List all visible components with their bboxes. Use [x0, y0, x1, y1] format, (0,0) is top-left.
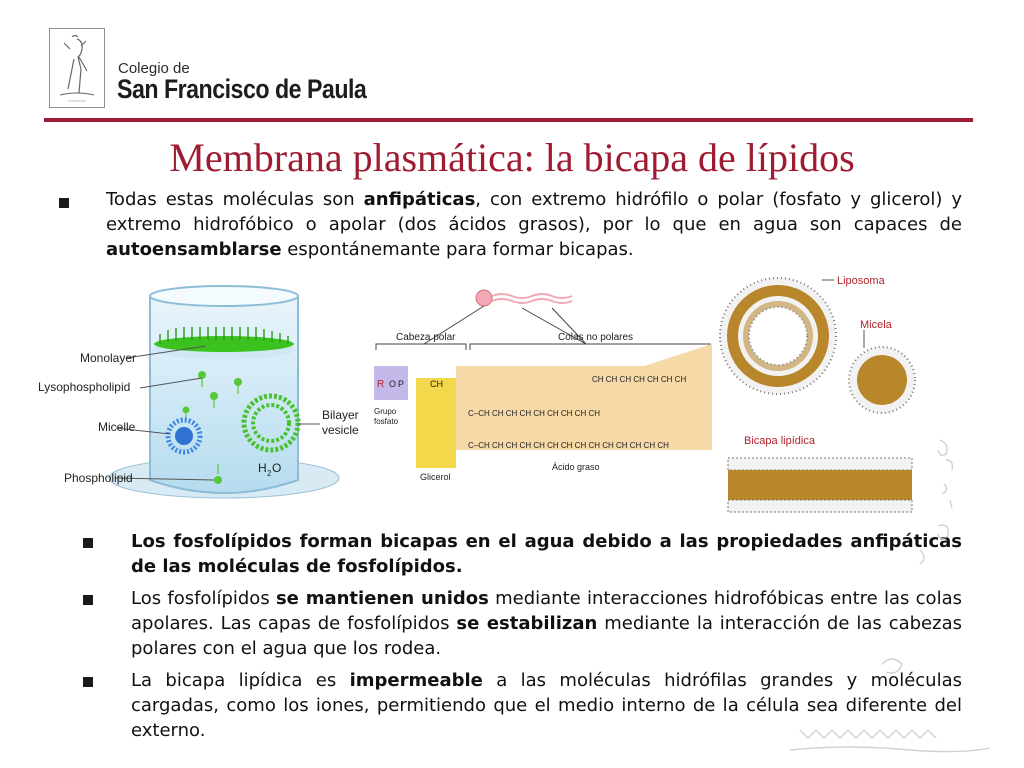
body-text: Todas estas moléculas son — [106, 189, 364, 210]
slide-title: Membrana plasmática: la bicapa de lípidos — [169, 135, 855, 180]
emphasis-text: Los fosfolípidos forman bicapas en el agua debido a las propiedades anfipáticas de las moléculas de fosfolípidos. — [131, 531, 962, 577]
liposome-icon — [720, 278, 836, 394]
label-water-h: H — [258, 461, 267, 475]
head-ch-label: CH — [430, 379, 443, 389]
bullet-paragraph — [106, 187, 962, 262]
label-bilayer: Bilayer — [322, 408, 359, 422]
bullet-square-icon — [83, 538, 93, 548]
label-water-o: O — [272, 461, 282, 475]
label-monolayer: Monolayer — [80, 351, 137, 365]
bullet-square-icon — [59, 198, 69, 208]
label-grupo: Grupo — [374, 407, 397, 416]
label-liposoma: Liposoma — [837, 275, 885, 287]
svg-text:~~~~~~: ~~~~~~ — [68, 99, 86, 105]
body-text: Los fosfolípidos — [131, 588, 276, 609]
label-vesicle: vesicle — [322, 423, 359, 437]
emphasis-text: autoensamblarse — [106, 239, 282, 260]
label-acido-graso: Ácido graso — [552, 462, 600, 472]
tail-formula-mid: C–CH CH CH CH CH CH CH CH CH — [468, 409, 600, 418]
head-p-label: P — [398, 379, 405, 389]
micelle-icon — [849, 347, 915, 413]
label-lysophospholipid: Lysophospholipid — [38, 380, 131, 394]
tail-formula-top: CH CH CH CH CH CH CH — [592, 375, 687, 384]
body-text: a las moléculas hidrófilas grandes y moléculas cargadas, como los iones, permitiendo que el medio interno de la célula sea diferente del externo. — [131, 670, 962, 741]
head-o-label: O — [389, 379, 397, 389]
label-micelle: Micelle — [98, 420, 136, 434]
body-text: La bicapa lipídica es — [131, 670, 350, 691]
emphasis-text: anfipáticas — [363, 189, 476, 210]
school-name-line1: Colegio de — [118, 60, 190, 77]
phospholipid-model-icon — [476, 290, 572, 306]
label-glicerol: Glicerol — [420, 472, 451, 482]
label-colas-no-polares: Colas no polares — [558, 332, 634, 343]
emphasis-text: impermeable — [349, 670, 483, 691]
label-phospholipid: Phospholipid — [64, 471, 133, 485]
body-text: , con extremo hidrófilo o polar (fosfato y glicerol) y extremo hidrofóbico o apolar (dos ácidos grasos), por lo que en agua son capaces de — [106, 189, 962, 235]
beaker-lipid-figure — [36, 278, 376, 518]
school-logo — [49, 28, 105, 108]
bullet-square-icon — [83, 595, 93, 605]
body-text: espontánemante para formar bicapas. — [281, 239, 634, 260]
bullet-square-icon — [83, 677, 93, 687]
saint-figure-icon — [50, 29, 104, 107]
glicerol-box — [416, 378, 456, 468]
emphasis-text: se estabilizan — [456, 613, 598, 634]
label-cabeza-polar: Cabeza polar — [396, 332, 456, 343]
body-text: mediante la interacción de las cabezas polares con el agua que los rodea. — [131, 613, 962, 659]
body-text: mediante interacciones hidrofóbicas entre las colas apolares. Las capas de fosfolípidos — [131, 588, 962, 634]
label-fosfato: fosfato — [374, 417, 399, 426]
signature-watermark — [770, 430, 1020, 768]
label-water-sub: 2 — [267, 469, 272, 478]
label-micela: Micela — [860, 319, 892, 331]
school-name-line2: San Francisco de Paula — [117, 74, 367, 104]
title-divider — [44, 118, 973, 122]
label-bicapa: Bicapa lipídica — [744, 435, 815, 447]
phospholipid-structure-figure — [372, 286, 712, 486]
tail-formula-bot: C–CH CH CH CH CH CH CH CH CH CH CH CH CH CH — [468, 441, 669, 450]
emphasis-text: se mantienen unidos — [275, 588, 489, 609]
beaker-icon — [109, 286, 339, 498]
head-r-label: R — [377, 379, 385, 390]
